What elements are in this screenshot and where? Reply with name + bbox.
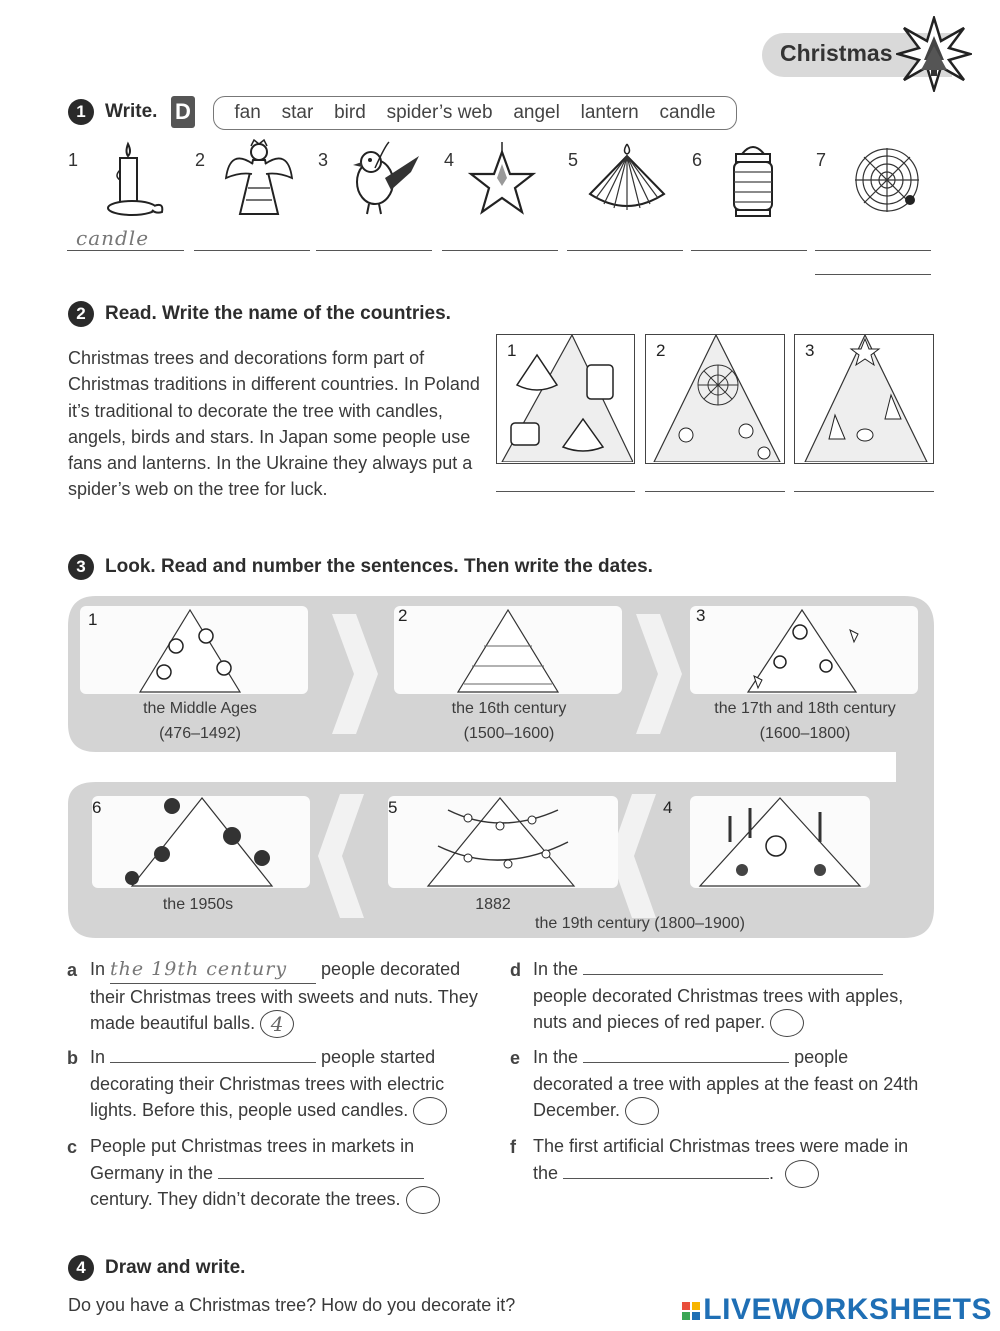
angel-icon — [220, 138, 298, 218]
timeline-number: 5 — [388, 798, 398, 817]
timeline-card-2 — [394, 606, 622, 694]
answer-line[interactable] — [67, 250, 184, 251]
sentence-letter: f — [510, 1137, 516, 1157]
sentence-letter: d — [510, 960, 521, 980]
word-bank-item: angel — [513, 102, 560, 123]
tree-paper-apples-icon — [690, 606, 918, 694]
timeline-card-5 — [388, 796, 618, 888]
timeline-dates: (476–1492) — [159, 725, 241, 742]
timeline-dates: (1600–1800) — [759, 725, 851, 742]
tree-spiders-web-icon — [646, 335, 783, 462]
sentence-e — [533, 1044, 933, 1125]
number-circle[interactable] — [406, 1186, 440, 1214]
sentence-text: People put Christmas trees in markets in Germany in the — [90, 1136, 415, 1183]
item-number: 6 — [692, 150, 703, 170]
sentence-letter: a — [67, 960, 78, 980]
timeline-label: the 16th century — [451, 700, 567, 717]
timeline-label: 1882 — [475, 896, 511, 913]
bare-tree-icon — [394, 606, 622, 694]
sentence-text: . — [769, 1162, 775, 1183]
number-circle[interactable] — [770, 1009, 804, 1037]
timeline-number: 1 — [88, 610, 98, 629]
sentence-letter: e — [510, 1048, 521, 1068]
sentence-a — [90, 956, 490, 1038]
tree-sweets-icon — [690, 796, 870, 888]
sentence-letter: c — [67, 1137, 78, 1157]
timeline-label: the Middle Ages — [143, 700, 257, 717]
timeline-number: 3 — [696, 606, 706, 625]
sentence-f — [533, 1133, 933, 1188]
lantern-icon — [714, 140, 792, 220]
exercise-1-number: 1 — [68, 99, 94, 125]
sentence-text: people decorated Christmas trees with apples, nuts and pieces of red paper. — [533, 985, 904, 1032]
item-number: 7 — [816, 150, 827, 170]
item-number: 4 — [444, 150, 455, 170]
timeline-caption: the 19th century (1800–1900) — [535, 915, 745, 932]
d-icon: D — [171, 96, 195, 128]
tree-picture-3 — [794, 334, 934, 464]
timeline-card-1 — [80, 606, 308, 694]
answer-blank[interactable] — [218, 1160, 424, 1179]
exercise-4-number: 4 — [68, 1255, 94, 1281]
exercise-2-number: 2 — [68, 301, 94, 327]
tree-electric-lights-icon — [388, 796, 618, 888]
sentence-text: people decorated a tree with apples at the feast on 24th December. — [533, 1047, 919, 1120]
number-circle[interactable]: 4 — [260, 1010, 294, 1038]
exercise-1-title: Write. — [105, 101, 158, 122]
answer-blank[interactable] — [110, 1044, 316, 1063]
draw-question: Do you have a Christmas tree? How do you decorate it? — [68, 1295, 516, 1315]
timeline-label: the 1950s — [162, 896, 234, 913]
exercise-3-title: Look. Read and number the sentences. Then write the dates. — [105, 556, 653, 577]
timeline-number: 4 — [663, 798, 673, 817]
item-number: 1 — [68, 150, 79, 170]
sentence-text: In — [90, 959, 106, 979]
country-answer-line[interactable] — [645, 491, 785, 492]
answer-line[interactable] — [194, 250, 310, 251]
picture-number: 3 — [805, 341, 815, 360]
answer-line[interactable] — [815, 274, 931, 275]
answer-line[interactable] — [442, 250, 558, 251]
word-bank-item: lantern — [580, 102, 639, 123]
sentence-text: people started decorating their Christmas trees with electric lights. Before this, people used candles. — [90, 1047, 445, 1120]
answer-line[interactable] — [815, 250, 931, 251]
country-answer-line[interactable] — [794, 491, 934, 492]
country-answer-line[interactable] — [496, 491, 635, 492]
item-number: 5 — [568, 150, 579, 170]
sentence-letter: b — [67, 1048, 78, 1068]
exercise-3-number: 3 — [68, 554, 94, 580]
tree-apples-icon — [80, 606, 308, 694]
word-bank-item: bird — [334, 102, 366, 123]
sentence-text: In — [90, 1047, 106, 1067]
spiders-web-icon — [848, 140, 926, 220]
timeline-card-4 — [690, 796, 870, 888]
fan-icon — [588, 140, 666, 220]
bird-icon — [345, 138, 423, 218]
sentence-text: In the — [533, 959, 579, 979]
number-circle[interactable] — [625, 1097, 659, 1125]
sentence-text: people decorated their Christmas trees with sweets and nuts. They made beautiful balls. — [90, 959, 478, 1033]
liveworksheets-logo[interactable] — [681, 1293, 992, 1327]
word-bank-item: fan — [234, 102, 261, 123]
word-bank-item: spider’s web — [386, 102, 493, 123]
tree-angels-birds-icon — [795, 335, 932, 462]
answer-line[interactable] — [316, 250, 432, 251]
answer-text: candle — [76, 226, 150, 250]
timeline-card-6 — [92, 796, 310, 888]
logo-text: LIVEWORKSHEETS — [703, 1293, 992, 1326]
word-bank-item: star — [281, 102, 314, 123]
word-bank-item: candle — [659, 102, 716, 123]
timeline-dates: (1500–1600) — [463, 725, 555, 742]
picture-number: 2 — [656, 341, 666, 360]
answer-blank[interactable]: the 19th century — [110, 956, 316, 984]
sentence-text: century. They didn’t decorate the trees. — [90, 1189, 401, 1209]
sentence-text: The first artificial Christmas trees were made in the — [533, 1136, 909, 1183]
number-circle[interactable] — [413, 1097, 447, 1125]
exercise-2-title: Read. Write the name of the countries. — [105, 303, 451, 324]
timeline-label: the 17th and 18th century — [714, 700, 896, 717]
picture-number: 1 — [507, 341, 517, 360]
reading-paragraph: Christmas trees and decorations form part of Christmas traditions in different countries. In Poland it’s traditional to decorate the tree with candles, angels, birds and stars. In Japan some people use fans and lanterns. In the Ukraine they always put a spider’s web on the tree for luck. — [68, 348, 480, 500]
item-number: 3 — [318, 150, 329, 170]
exercise-4-title: Draw and write. — [105, 1257, 246, 1278]
sentence-text: In the — [533, 1047, 579, 1067]
sentence-b — [90, 1044, 490, 1125]
answer-blank[interactable] — [583, 956, 883, 975]
tree-fans-lanterns-icon — [497, 335, 633, 462]
number-circle[interactable] — [785, 1160, 819, 1188]
item-number: 2 — [195, 150, 206, 170]
tree-picture-2 — [645, 334, 785, 464]
tree-baubles-icon — [92, 796, 310, 888]
tree-picture-1 — [496, 334, 635, 464]
christmas-star-icon — [896, 16, 972, 92]
star-icon — [463, 140, 541, 220]
candle-icon — [98, 140, 176, 220]
page-title: Christmas — [780, 40, 893, 66]
timeline-number: 2 — [398, 606, 408, 625]
answer-blank[interactable] — [563, 1160, 769, 1179]
word-bank — [213, 96, 737, 130]
answer-line[interactable] — [567, 250, 683, 251]
timeline-number: 6 — [92, 798, 102, 817]
sentence-c — [90, 1133, 490, 1214]
answer-blank[interactable] — [583, 1044, 789, 1063]
sentence-d — [533, 956, 933, 1037]
answer-line[interactable] — [691, 250, 807, 251]
timeline-card-3 — [690, 606, 918, 694]
